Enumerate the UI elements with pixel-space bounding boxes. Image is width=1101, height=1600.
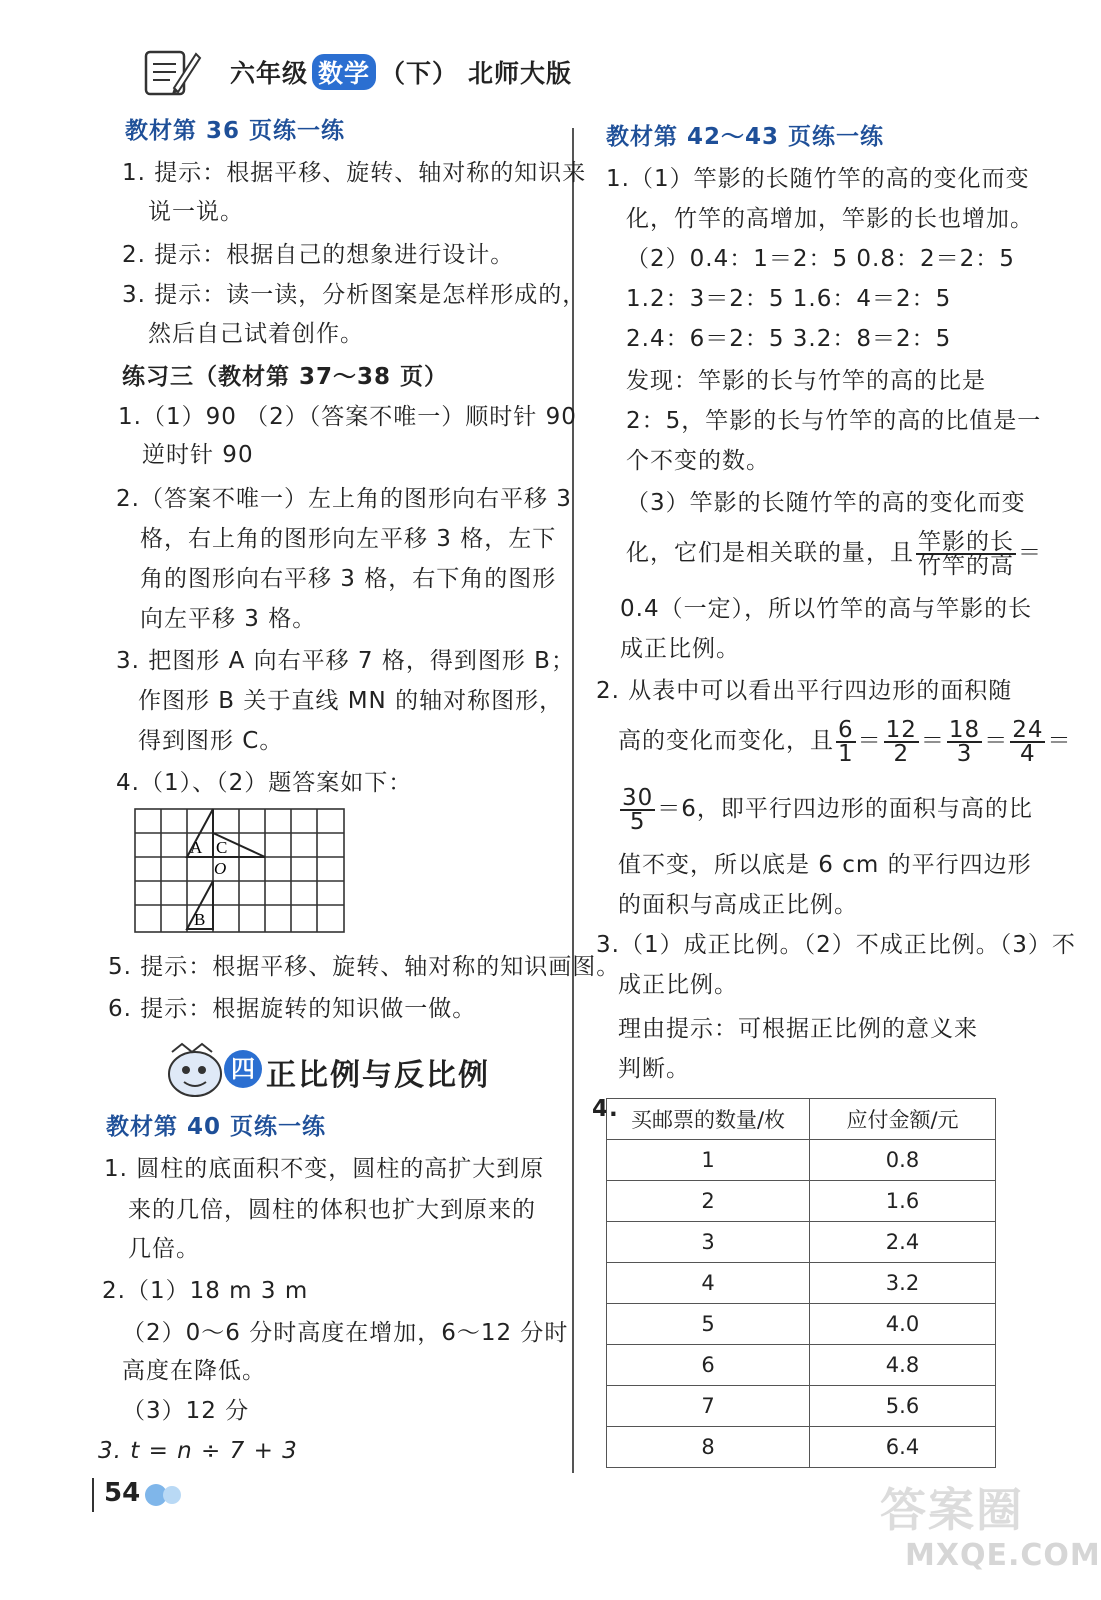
answer-line: （3）竿影的长随竹竿的高的变化而变 [626,490,1026,516]
unit-number: 四 [224,1050,262,1088]
answer-line: 1.2：3＝2：5 1.6：4＝2：5 [626,286,952,312]
answer-line: 成正比例。 [620,636,740,662]
notebook-pencil-icon [140,44,202,100]
fraction-numerator: 18 [948,716,981,743]
unit-title: 正比例与反比例 [266,1058,490,1093]
answer-line: 作图形 B 关于直线 MN 的轴对称图形， [138,688,564,714]
answer-line: 6. 提示：根据旋转的知识做一做。 [108,996,477,1022]
table-cell: 4.8 [810,1345,996,1386]
table-cell: 0.8 [810,1140,996,1181]
equals-sign: ＝ [1018,540,1042,566]
table-cell: 5.6 [810,1386,996,1427]
equals-sign: ＝ [857,728,882,754]
fraction [916,528,1016,579]
fraction-denominator: 5 [629,808,646,835]
table-row [607,1386,996,1427]
section-title: 教材第 36 页练一练 [125,118,346,144]
answer-line: 几倍。 [128,1236,200,1262]
header-subject: 数学 [312,54,376,90]
answer-line [618,718,1071,765]
table-header: 买邮票的数量/枚 [607,1099,810,1140]
answer-line: 2.4：6＝2：5 3.2：8＝2：5 [626,326,952,352]
fraction [836,716,856,767]
answer-line: 3. 把图形 A 向右平移 7 格，得到图形 B； [116,648,575,674]
header-grade: 六年级 [230,59,309,88]
fraction-numerator: 12 [885,716,917,743]
answer-line: 0.4（一定），所以竹竿的高与竿影的长 [620,596,1033,622]
equals-sign: ＝ [1047,728,1072,754]
header-title [230,54,572,90]
grid-label-c: C [216,838,228,857]
answer-line: 判断。 [618,1056,690,1082]
grid-label-o: O [214,859,227,878]
answer-line: 3. 提示：读一读，分析图案是怎样形成的， [122,282,587,308]
fraction-denominator: 1 [838,740,854,767]
column-divider [572,128,574,1473]
table-row [607,1181,996,1222]
table-row [607,1263,996,1304]
answer-line: 4.（1）、（2）题答案如下： [116,770,413,796]
fraction-denominator: 竹竿的高 [918,552,1014,579]
fraction-numerator: 6 [838,716,854,743]
answer-line: 5. 提示：根据平移、旋转、轴对称的知识画图。 [108,954,621,980]
page-arrow-icon [142,1480,186,1510]
answer-line: 3.（1）成正比例。（2）不成正比例。（3）不 [596,932,1076,958]
answer-line: 成正比例。 [618,972,738,998]
answer-line: 2. 提示：根据自己的想象进行设计。 [122,242,515,268]
answer-line: 2.（1）18 m 3 m [102,1278,309,1304]
answer-line: 1. 提示：根据平移、旋转、轴对称的知识来 [122,160,587,186]
table-cell: 2 [607,1181,810,1222]
table-cell: 7 [607,1386,810,1427]
answer-line: 来的几倍，圆柱的体积也扩大到原来的 [128,1197,536,1223]
answer-line: 格，右上角的图形向左平移 3 格，左下 [140,526,557,552]
table-row [607,1140,996,1181]
stamp-table [606,1098,996,1468]
answer-line: 得到图形 C。 [138,728,284,754]
fraction-numerator: 竿影的长 [918,528,1014,555]
table-cell: 8 [607,1427,810,1468]
answer-line: 1.（1）90 （2）（答案不唯一）顺时针 90 [118,404,577,430]
table-header: 应付金额/元 [810,1099,996,1140]
header-edition: 北师大版 [468,59,573,88]
answer-line: 化，竹竿的高增加，竿影的长也增加。 [626,206,1034,232]
grid-label-a: A [190,838,203,857]
answer-line: 发现：竿影的长与竹竿的高的比是 [626,368,986,394]
answer-line [618,786,1033,833]
answer-line: 个不变的数。 [626,448,770,474]
answer-line: 向左平移 3 格。 [140,606,317,632]
answer-line: 角的图形向右平移 3 格，右下角的图形 [140,566,557,592]
answer-line: 逆时针 90 [142,442,254,468]
equals-sign: ＝ [920,728,945,754]
answer-line: 1. 圆柱的底面积不变，圆柱的高扩大到原 [104,1156,545,1182]
table-cell: 1 [607,1140,810,1181]
unit-banner [162,1036,492,1106]
section-title: 练习三（教材第 37～38 页） [122,364,449,390]
answer-line [626,530,1042,577]
table-cell: 2.4 [810,1222,996,1263]
table-cell: 3 [607,1222,810,1263]
table-cell: 3.2 [810,1263,996,1304]
answer-line: 的面积与高成正比例。 [618,892,858,918]
answer-text: ＝6，即平行四边形的面积与高的比 [657,796,1033,822]
answer-line: （3）12 分 [122,1398,250,1424]
watermark-logo: 答案圈 [880,1483,1024,1537]
table-row [607,1427,996,1468]
fraction-numerator: 30 [622,784,654,811]
table-cell: 4 [607,1263,810,1304]
section-title: 教材第 42～43 页练一练 [606,124,885,150]
grid-label-b: B [194,910,206,929]
fraction [620,784,655,835]
answer-line: 理由提示：可根据正比例的意义来 [618,1016,978,1042]
page-number: 54 [104,1478,141,1508]
fraction-denominator: 2 [893,740,910,767]
fraction [884,716,919,767]
answer-line: 然后自己试着创作。 [148,321,364,347]
header-term: （下） [380,59,459,88]
table-row [607,1222,996,1263]
answer-text: 化，它们是相关联的量，且 [626,540,914,566]
answer-line: 1.（1）竿影的长随竹竿的高的变化而变 [606,166,1030,192]
table-cell: 4.0 [810,1304,996,1345]
fraction-numerator: 24 [1012,716,1044,743]
equals-sign: ＝ [984,728,1009,754]
fraction-denominator: 4 [1020,740,1036,767]
table-cell: 6 [607,1345,810,1386]
answer-line: 3. t = n ÷ 7 + 3 [98,1438,298,1464]
answer-line: 2.（答案不唯一）左上角的图形向右平移 3 [116,486,572,512]
mascot-icon [162,1040,228,1102]
answer-text: 高的变化而变化，且 [618,728,834,754]
fraction [947,716,982,767]
grid-diagram [134,808,346,934]
table-cell: 1.6 [810,1181,996,1222]
answer-line: （2）0～6 分时高度在增加，6～12 分时 [122,1320,569,1346]
table-header-row [607,1099,996,1140]
table-row [607,1304,996,1345]
footer-rule [92,1478,94,1512]
answer-line: 说一说。 [148,199,244,225]
table-row [607,1345,996,1386]
table-cell: 5 [607,1304,810,1345]
answer-line: 2：5，竿影的长与竹竿的高的比值是一 [626,408,1042,434]
fraction-denominator: 3 [956,740,973,767]
header [140,40,580,100]
answer-line: 2. 从表中可以看出平行四边形的面积随 [596,678,1013,704]
answer-line: 高度在降低。 [122,1358,266,1384]
answer-line: 值不变，所以底是 6 cm 的平行四边形 [618,852,1032,878]
fraction [1010,716,1045,767]
answer-line: （2）0.4：1＝2：5 0.8：2＝2：5 [626,246,1015,272]
watermark-url: MXQE.COM [905,1538,1101,1573]
table-cell: 6.4 [810,1427,996,1468]
section-title: 教材第 40 页练一练 [106,1114,327,1140]
question-number: 4. [592,1096,619,1122]
